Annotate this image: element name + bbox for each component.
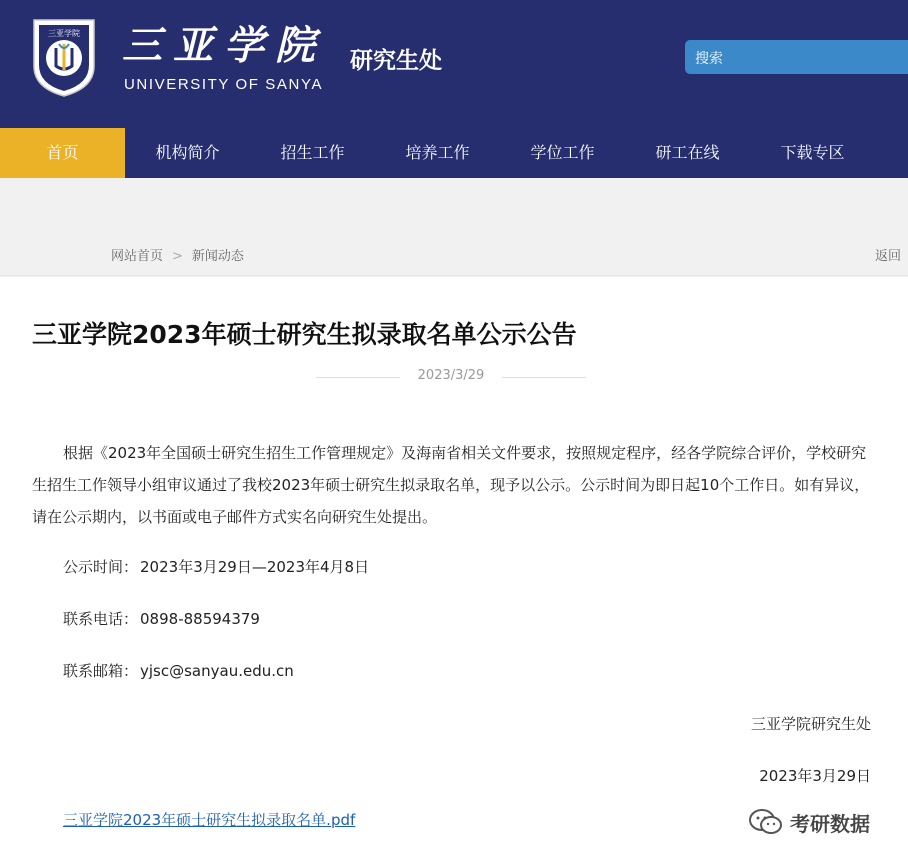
email-value: yjsc@sanyau.edu.cn	[140, 662, 294, 680]
breadcrumb	[111, 245, 244, 264]
watermark-text: 考研数据	[790, 811, 870, 836]
nav-item-about[interactable]: 机构简介	[155, 143, 220, 162]
watermark	[746, 807, 870, 837]
search-label: 搜索	[695, 51, 723, 67]
article-date: 2023/3/29	[400, 368, 502, 383]
university-logo-icon[interactable]	[30, 14, 98, 98]
period-line	[63, 556, 369, 577]
article-title: 三亚学院2023年硕士研究生拟录取名单公示公告	[32, 320, 577, 349]
phone-label: 联系电话：	[63, 610, 139, 628]
phone-line	[63, 608, 260, 629]
search-box[interactable]	[685, 40, 908, 74]
nav-item-downloads[interactable]: 下载专区	[780, 143, 845, 162]
period-value: 2023年3月29日—2023年4月8日	[140, 558, 370, 576]
signature-date: 2023年3月29日	[759, 767, 871, 785]
breadcrumb-current-link[interactable]: 新闻动态	[191, 249, 244, 264]
logo-top-text: 三亚学院	[48, 29, 80, 38]
site-header	[0, 0, 908, 128]
signature: 三亚学院研究生处	[750, 715, 871, 733]
nav-item-home[interactable]: 首页	[0, 128, 125, 178]
article-panel	[0, 277, 908, 860]
breadcrumb-separator: >	[172, 249, 183, 264]
phone-value: 0898-88594379	[140, 610, 260, 628]
email-line	[63, 660, 294, 681]
nav-item-degree[interactable]: 学位工作	[530, 143, 595, 162]
attachment-pdf-link[interactable]: 三亚学院2023年硕士研究生拟录取名单.pdf	[63, 811, 356, 829]
email-label: 联系邮箱：	[63, 662, 139, 680]
breadcrumb-home-link[interactable]: 网站首页	[111, 249, 164, 264]
nav-item-training[interactable]: 培养工作	[405, 143, 470, 162]
brand-chinese-name[interactable]: 三亚学院	[122, 22, 326, 69]
brand-english-name: UNIVERSITY OF SANYA	[124, 76, 324, 93]
department-name: 研究生处	[350, 48, 442, 74]
nav-item-admissions[interactable]: 招生工作	[280, 143, 345, 162]
breadcrumb-bar	[0, 178, 908, 276]
back-link[interactable]: 返回	[874, 249, 901, 264]
period-label: 公示时间：	[63, 558, 139, 576]
wechat-icon	[746, 807, 786, 837]
nav-item-online[interactable]: 研工在线	[655, 143, 720, 162]
main-nav	[0, 128, 908, 178]
article-paragraph: 根据《2023年全国硕士研究生招生工作管理规定》及海南省相关文件要求，按照规定程序，经各学院综合评价，学校研究生招生工作领导小组审议通过了我校2023年硕士研究生拟录取名单，现予以公示。公示时间为即日起10个工作日。如有异议，请在公示期内，以书面或电子邮件方式实名向研究生处提出。	[32, 444, 870, 526]
